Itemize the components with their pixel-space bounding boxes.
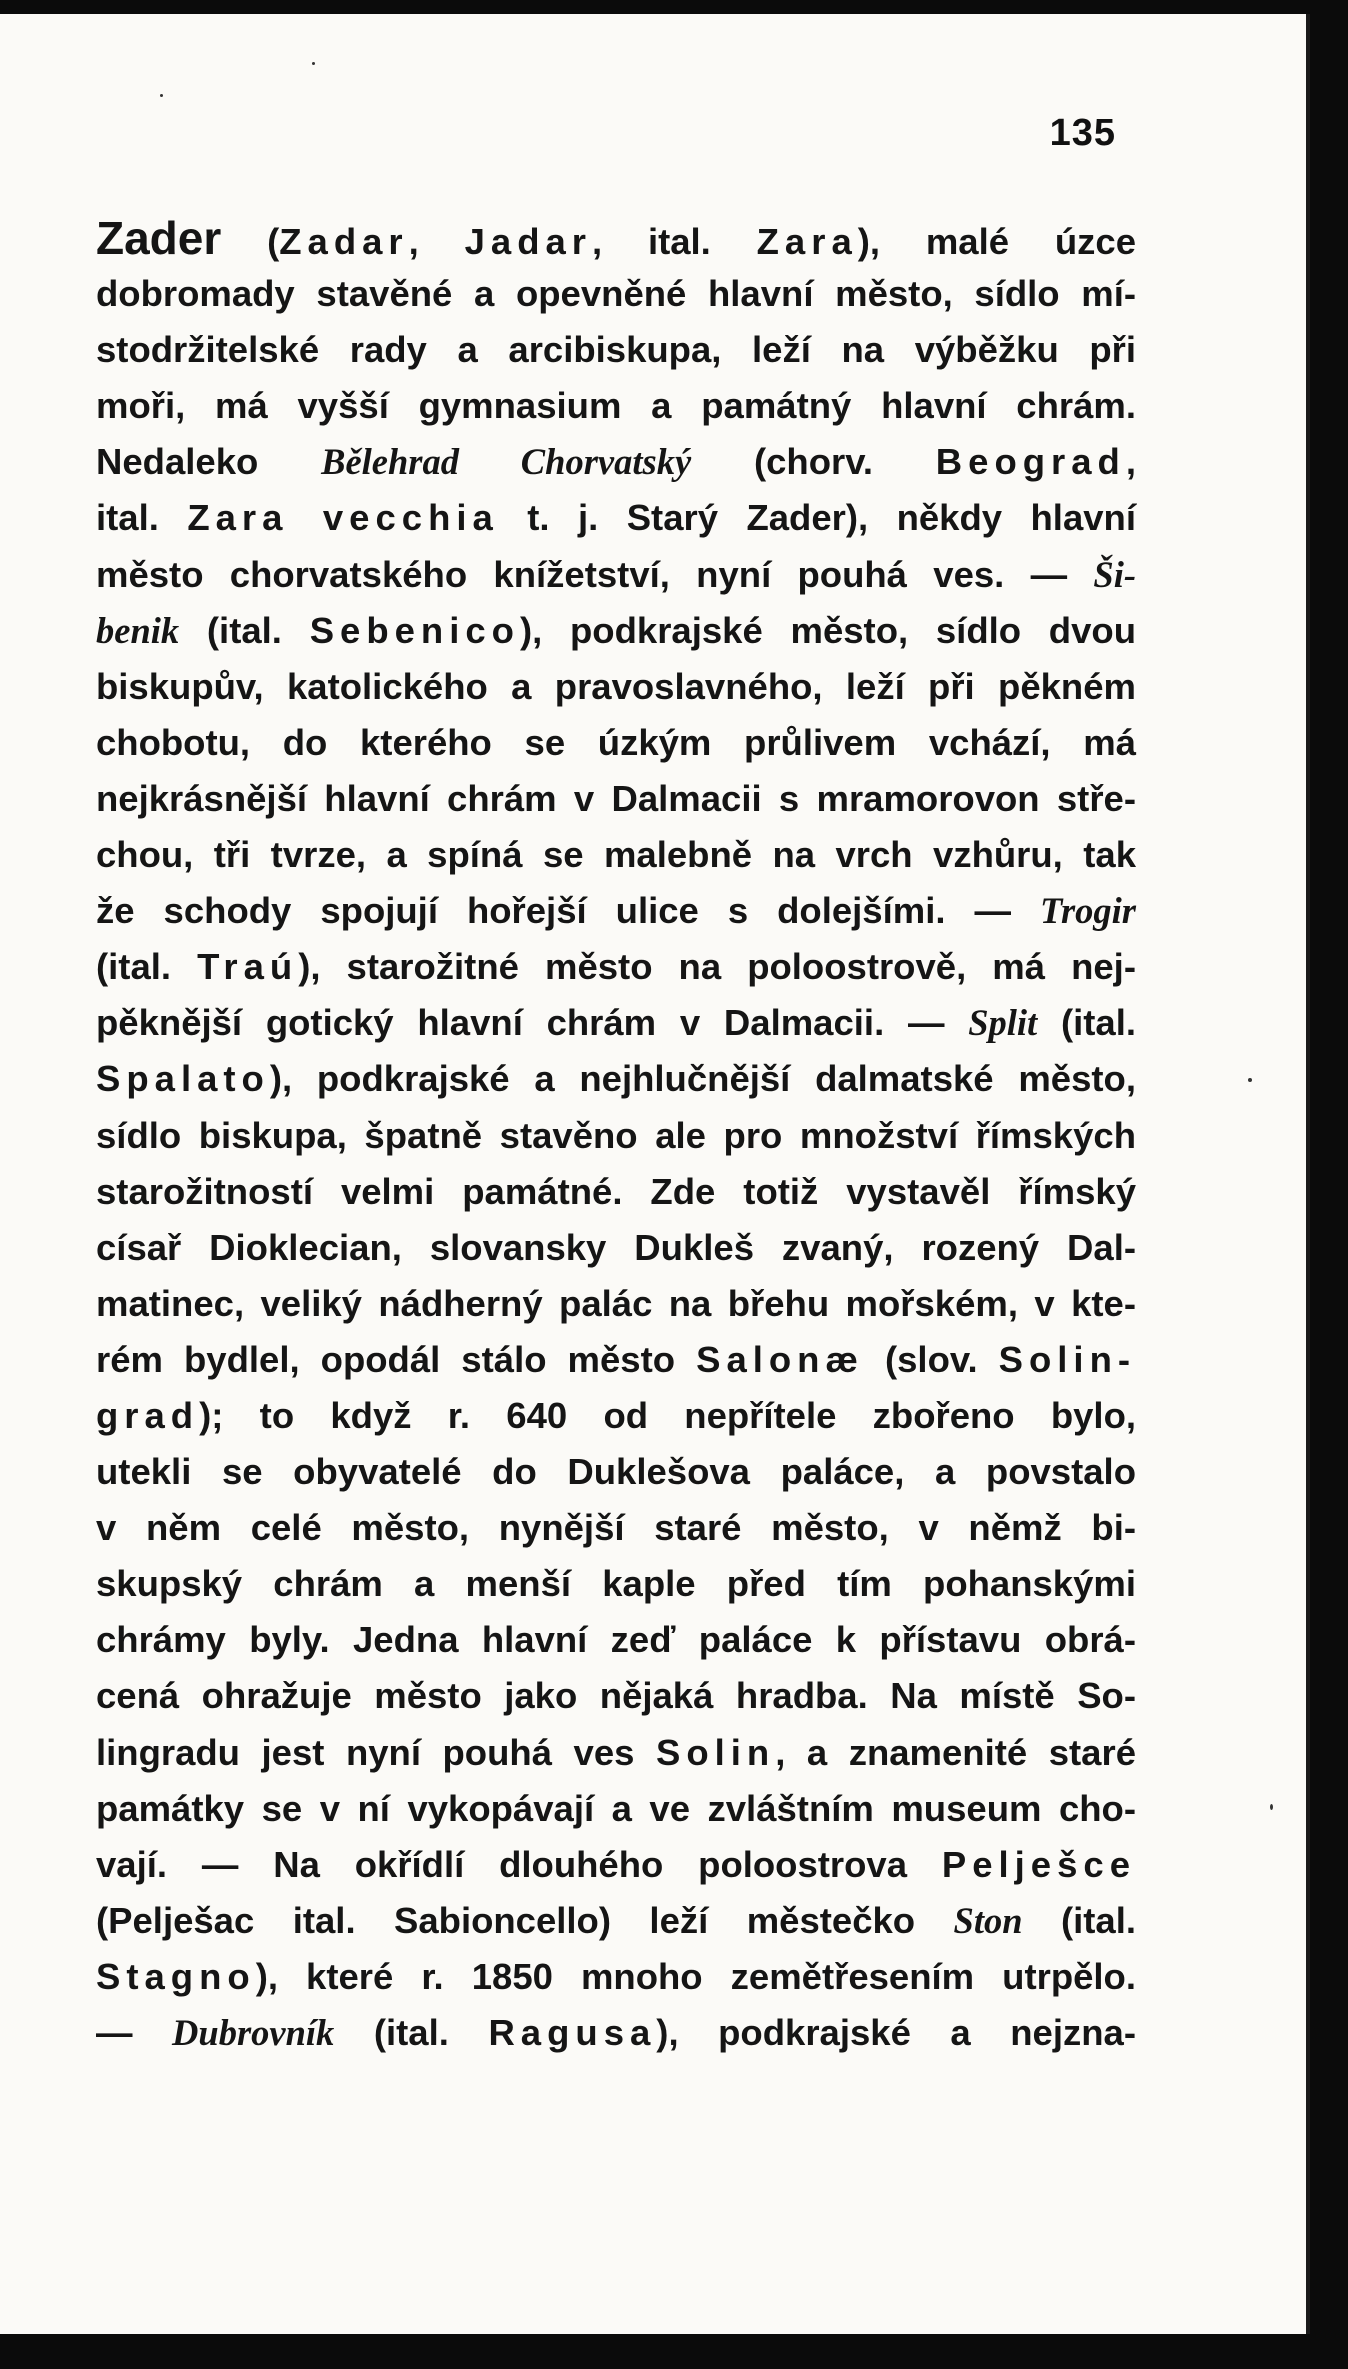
text-run: císař Dioklecian, slovansky Dukleš zvaný, rozený Dal- (96, 1226, 1136, 1268)
text-run: památky se v ní vykopávají a ve zvláštním museum cho- (96, 1787, 1136, 1829)
text-run: chobotu, do kterého se úzkým průlivem vchází, má (96, 721, 1136, 763)
print-speck (1248, 1078, 1252, 1082)
text-run: nejkrásnější hlavní chrám v Dalmacii s mramorovon stře- (96, 777, 1136, 819)
text-line (96, 490, 1136, 546)
text-run: moři, má vyšší gymnasium a památný hlavní chrám. (96, 385, 1136, 427)
text-line (96, 378, 1136, 434)
place-name-italic: Split (968, 1002, 1038, 1044)
text-run: t. j. Starý Zader), někdy hlavní (498, 497, 1136, 539)
entry-heading: Zader (96, 212, 222, 264)
text-run: , (1125, 441, 1136, 483)
text-run: ); to když r. 640 od nepřítele zbořeno bylo, (199, 1394, 1136, 1436)
text-run: vají. — Na okřídlí dlouhého poloostrova (96, 1843, 942, 1885)
foreign-name-spaced: Solin- (998, 1338, 1137, 1380)
foreign-name-spaced: Pelješce (941, 1843, 1136, 1885)
text-line (96, 1108, 1136, 1164)
text-run: sídlo biskupa, špatně stavěno ale pro množství římských (96, 1114, 1136, 1156)
text-run: ), malé úzce (857, 221, 1136, 262)
text-run: pěknější gotický hlavní chrám v Dalmacii. — (96, 1002, 969, 1044)
text-run: že schody spojují hořejší ulice s dolejšími. — (96, 890, 1040, 932)
foreign-name-spaced: Jadar (464, 221, 592, 262)
text-run: ), podkrajské a nejhlučnější dalmatské město, (269, 1058, 1136, 1100)
text-run: cená ohražuje město jako nějaká hradba. Na místě So- (96, 1675, 1136, 1717)
text-run: rém bydlel, opodál stálo město (96, 1338, 697, 1380)
text-line (96, 1612, 1136, 1668)
text-run: ), podkrajské a nejzna- (656, 2012, 1136, 2053)
place-name-italic: Ston (953, 1899, 1023, 1941)
text-run: dobromady stavěné a opevněné hlavní město, sídlo mí- (96, 273, 1136, 315)
print-speck (160, 94, 163, 97)
text-line (96, 1164, 1136, 1220)
text-run: starožitností velmi památné. Zde totiž vystavěl římský (96, 1170, 1136, 1212)
text-run: ( (221, 221, 280, 262)
foreign-name-spaced: Traú (197, 946, 299, 988)
text-run: , (408, 221, 465, 262)
page-number: 135 (1049, 112, 1116, 154)
text-line (96, 1276, 1136, 1332)
text-line (96, 1725, 1136, 1781)
text-line (96, 939, 1136, 995)
foreign-name-spaced: Stagno (96, 1955, 256, 1997)
print-speck (1270, 1804, 1273, 1810)
text-run: biskupův, katolického a pravoslavného, leží při pěkném (96, 665, 1136, 707)
text-line (96, 210, 1136, 266)
text-run: (ital. (1022, 1899, 1136, 1941)
text-run: (ital. (96, 946, 198, 988)
text-line (96, 1781, 1136, 1837)
place-name-italic: Ši- (1093, 553, 1136, 595)
text-run: (ital. (1037, 1002, 1136, 1044)
text-line (96, 547, 1136, 603)
text-run: (Pelješac ital. Sabioncello) leží městečko (96, 1899, 954, 1941)
text-run: (ital. (334, 2012, 489, 2053)
text-run: ), starožitné město na poloostrově, má nej- (298, 946, 1136, 988)
text-line (96, 1668, 1136, 1724)
text-line (96, 603, 1136, 659)
foreign-name-spaced: Beograd (935, 441, 1126, 483)
text-line (96, 1332, 1136, 1388)
text-line (96, 883, 1136, 939)
text-run: (ital. (179, 609, 310, 651)
text-run: (slov. (863, 1338, 999, 1380)
text-line (96, 2005, 1136, 2061)
text-run: matinec, veliký nádherný palác na břehu mořském, v kte- (96, 1282, 1136, 1324)
foreign-name-spaced: Ragusa (488, 2012, 657, 2053)
place-name-italic: Bělehrad Chorvatský (321, 441, 692, 483)
text-run: stodržitelské rady a arcibiskupa, leží na výběžku při (96, 329, 1136, 371)
text-line (96, 1949, 1136, 2005)
foreign-name-spaced: Zara (756, 221, 858, 262)
text-run: , ital. (592, 221, 757, 262)
print-speck (312, 62, 315, 65)
foreign-name-spaced: Zara vecchia (187, 497, 499, 539)
text-run: chou, tři tvrze, a spíná se malebně na vrch vzhůru, tak (96, 834, 1136, 876)
text-run: v něm celé město, nynější staré město, v němž bi- (96, 1507, 1136, 1549)
body-text (96, 210, 1136, 2061)
book-page (0, 14, 1310, 2334)
text-line (96, 1837, 1136, 1893)
text-line (96, 1388, 1136, 1444)
text-run: město chorvatského knížetství, nyní pouhá ves. — (96, 553, 1094, 595)
text-run: ), které r. 1850 mnoho zemětřesením utrpělo. (255, 1955, 1136, 1997)
text-line (96, 266, 1136, 322)
text-line (96, 434, 1136, 490)
foreign-name-spaced: grad (96, 1394, 200, 1436)
place-name-italic: Dubrovník (172, 2012, 335, 2053)
place-name-italic: benik (96, 609, 180, 651)
foreign-name-spaced: Spalato (96, 1058, 270, 1100)
text-run: ), podkrajské město, sídlo dvou (519, 609, 1136, 651)
text-line (96, 1220, 1136, 1276)
text-run: lingradu jest nyní pouhá ves (96, 1731, 656, 1773)
text-line (96, 1556, 1136, 1612)
text-run: Nedaleko (96, 441, 322, 483)
text-run: , a znamenité staré (775, 1731, 1136, 1773)
text-run: ital. (96, 497, 188, 539)
text-line (96, 1893, 1136, 1949)
text-run: (chorv. (691, 441, 936, 483)
text-run: utekli se obyvatelé do Duklešova paláce, a povstalo (96, 1451, 1136, 1493)
foreign-name-spaced: Zadar (279, 221, 409, 262)
foreign-name-spaced: Salonæ (696, 1338, 864, 1380)
text-run: — (96, 2012, 173, 2053)
text-line (96, 1500, 1136, 1556)
text-line (96, 1051, 1136, 1107)
text-line (96, 659, 1136, 715)
text-line (96, 771, 1136, 827)
foreign-name-spaced: Sebenico (309, 609, 520, 651)
text-line (96, 715, 1136, 771)
text-line (96, 322, 1136, 378)
foreign-name-spaced: Solin (655, 1731, 776, 1773)
text-run: skupský chrám a menší kaple před tím pohanskými (96, 1563, 1136, 1605)
text-line (96, 995, 1136, 1051)
place-name-italic: Trogir (1040, 890, 1136, 932)
text-line (96, 827, 1136, 883)
text-run: chrámy byly. Jedna hlavní zeď paláce k přístavu obrá- (96, 1619, 1136, 1661)
text-line (96, 1444, 1136, 1500)
